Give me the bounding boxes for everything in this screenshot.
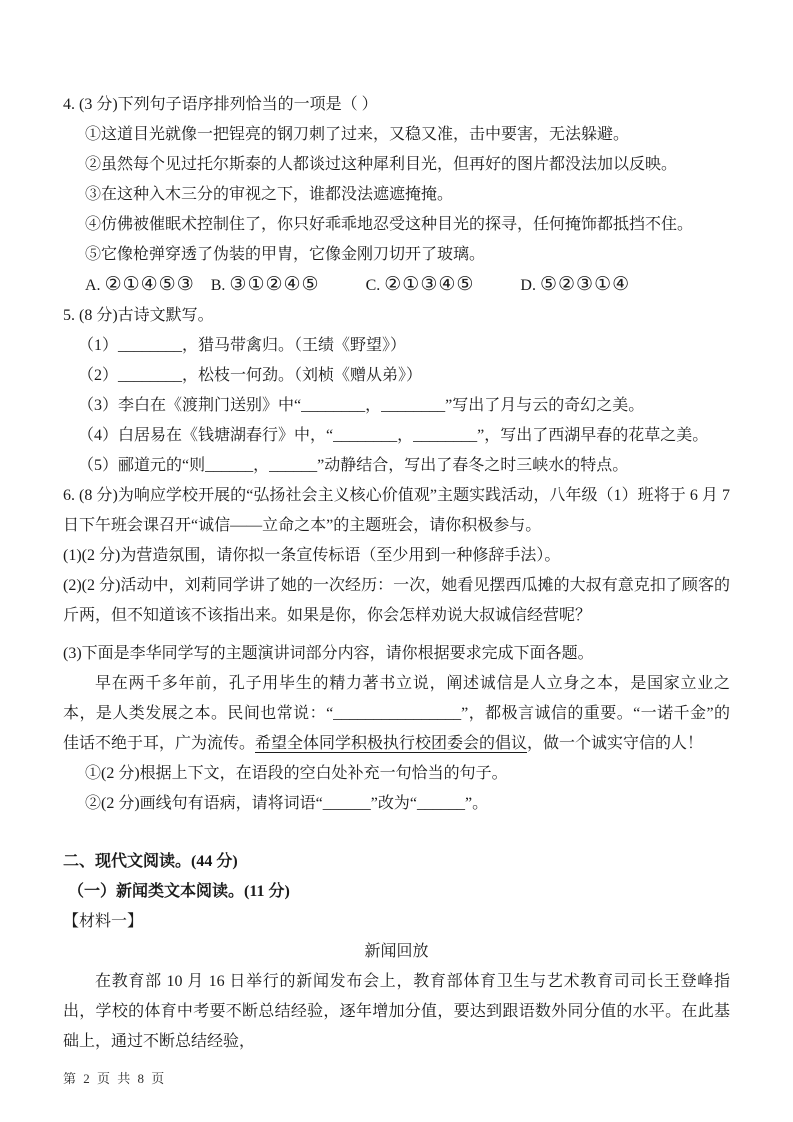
news-title: 新闻回放 (364, 943, 429, 960)
question-4-sentence-4: ④仿佛被催眠术控制住了，你只好乖乖地忍受这种目光的探寻，任何掩饰都抵挡不住。 (85, 216, 694, 233)
speech-text-after: ，做一个诚实守信的人！ (527, 735, 704, 752)
question-6-stem: 6. (8 分)为响应学校开展的“弘扬社会主义核心价值观”主题实践活动，八年级（1）班将于 6 月 7 日下午班会课召开“诚信——立命之本”的主题班会，请你积极参与。 (63, 487, 730, 534)
question-4-sentence-2: ②虽然每个见过托尔斯泰的人都谈过这种犀利目光，但再好的图片都没法加以反映。 (85, 156, 678, 173)
speech-underlined-clause: 希望全体同学积极执行校团委会的倡议 (255, 735, 528, 752)
question-4 (63, 90, 730, 301)
question-6 (63, 481, 730, 819)
question-5 (63, 301, 730, 481)
option-a-label: A. (85, 277, 101, 294)
option-c-sequence: ②①③④⑤ (384, 274, 475, 295)
question-6-sub-3-q1: ①(2 分)根据上下文，在语段的空白处补充一句恰当的句子。 (85, 765, 508, 782)
option-b-label: B. (210, 277, 226, 294)
question-6-sub-1: (1)(2 分)为营造氛围，请你拟一条宣传标语（至少用到一种修辞手法）。 (63, 547, 561, 564)
option-d (520, 270, 630, 301)
option-d-label: D. (520, 277, 536, 294)
question-4-sentence-5: ⑤它像枪弹穿透了伪装的甲胄，它像金刚刀切开了玻璃。 (85, 246, 486, 263)
speech-text-before: 早在两千多年前，孔子用毕生的精力著书立说，阐述诚信是人立身之本，是国家立业之本，是人类发展之本。民间也常说：“________________”，都极言诚信的重要。“一诺千金”的佳话不绝于耳，广为流传。 (63, 675, 730, 752)
option-a (85, 270, 195, 301)
question-4-options-row (85, 270, 730, 301)
question-6-sub-3-q2: ②(2 分)画线句有语病，请将词语“______”改为“______”。 (85, 795, 489, 812)
question-4-sentence-1: ①这道目光就像一把锃亮的钢刀刺了过来，又稳又准，击中要害，无法躲避。 (85, 126, 630, 143)
question-5-item-2: （2）________，松枝一何劲。（刘桢《赠从弟》） (78, 367, 423, 384)
question-4-sentence-3: ③在这种入木三分的审视之下，谁都没法遮遮掩掩。 (85, 186, 454, 203)
speech-paragraph (63, 669, 730, 759)
question-5-item-4: （4）白居易在《钱塘湖春行》中，“________，________”，写出了西湖早春的花草之美。 (78, 427, 709, 444)
section-2-modern-reading (63, 847, 730, 1057)
option-d-sequence: ⑤②③①④ (539, 274, 631, 295)
question-5-item-3: （3）李白在《渡荆门送别》中“________，________”写出了月与云的奇幻之美。 (78, 397, 645, 414)
material-1-label: 【材料一】 (63, 913, 144, 930)
option-b (211, 270, 320, 301)
question-6-sub-2: (2)(2 分)活动中，刘莉同学讲了她的一次经历：一次，她看见摆西瓜摊的大叔有意克扣了顾客的斤两，但不知道该不该指出来。如果是你，你会怎样劝说大叔诚信经营呢？ (63, 577, 730, 624)
question-4-stem: 4. (3 分)下列句子语序排列恰当的一项是（ ） (63, 96, 378, 113)
news-paragraph: 在教育部 10 月 16 日举行的新闻发布会上，教育部体育卫生与艺术教育司司长王登峰指出，学校的体育中考要不断总结经验，逐年增加分值，要达到跟语数外同分值的水平。在此基础上，通过不断总结经验， (63, 973, 730, 1050)
section-2-sub-heading: （一）新闻类文本阅读。(11 分) (68, 883, 290, 900)
option-b-sequence: ③①②④⑤ (229, 274, 320, 295)
question-5-stem: 5. (8 分)古诗文默写。 (63, 307, 214, 324)
page-number-footer: 第 2 页 共 8 页 (63, 1071, 167, 1086)
question-6-sub-3 (63, 639, 730, 819)
option-c (366, 270, 475, 301)
question-6-sub-3-intro: (3)下面是李华同学写的主题演讲词部分内容，请你根据要求完成下面各题。 (63, 645, 594, 662)
question-5-item-1: （1）________，猎马带禽归。（王绩《野望》） (78, 337, 407, 354)
question-5-item-5: （5）郦道元的“则______，______”动静结合，写出了春冬之时三峡水的特点。 (78, 457, 629, 474)
section-2-heading: 二、现代文阅读。(44 分) (63, 853, 238, 870)
option-c-label: C. (365, 277, 381, 294)
option-a-sequence: ②①④⑤③ (104, 274, 195, 295)
